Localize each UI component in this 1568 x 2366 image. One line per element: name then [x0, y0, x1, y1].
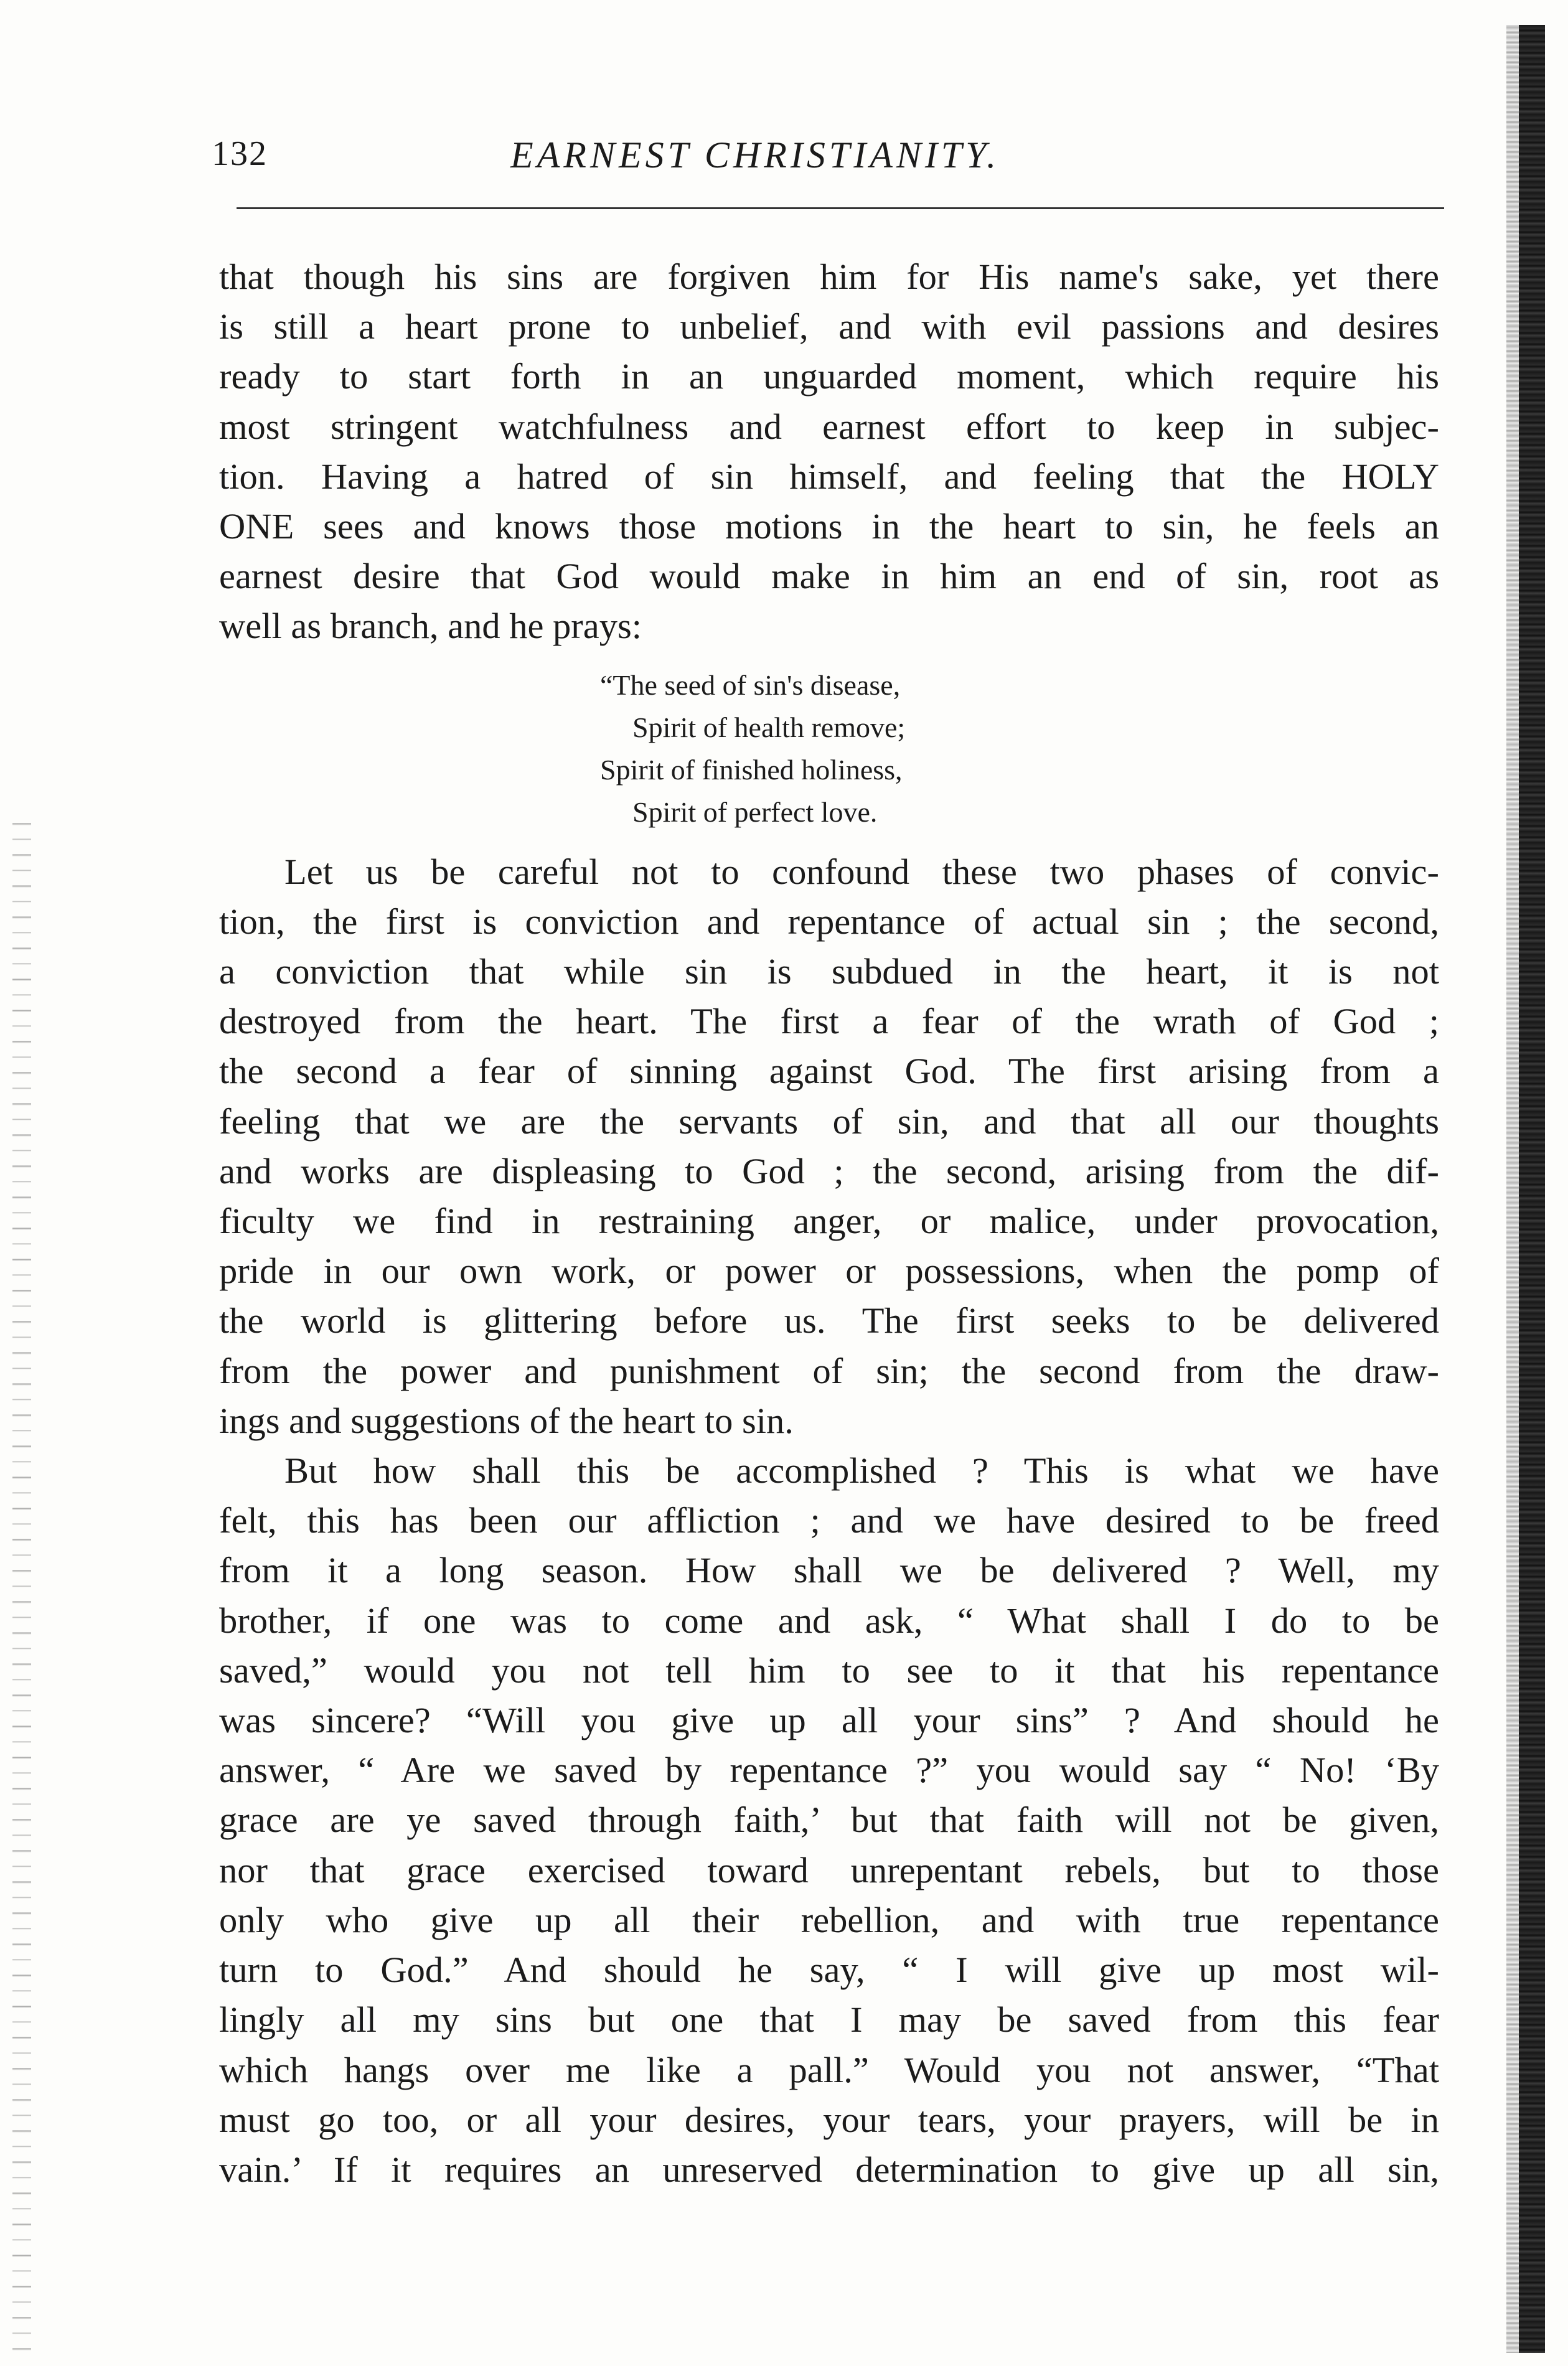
poem-line: “The seed of sin's disease,: [600, 669, 901, 701]
book-spine: [1519, 25, 1545, 2353]
text-line: from it a long season. How shall we be delivered ? Well, my: [219, 1550, 1439, 1591]
text-line: Let us be careful not to confound these two phases of convic-: [284, 851, 1439, 892]
poem-line: Spirit of finished holiness,: [600, 753, 903, 786]
text-line: ONE sees and knows those motions in the heart to sin, he feels an: [219, 506, 1439, 547]
text-line: that though his sins are forgiven him for His name's sake, yet there: [219, 256, 1439, 297]
text-line: answer, “ Are we saved by repentance ?” you would say “ No! ‘By: [219, 1750, 1439, 1791]
text-line: tion. Having a hatred of sin himself, and feeling that the HOLY: [219, 456, 1439, 497]
text-line: But how shall this be accomplished ? This is what we have: [284, 1450, 1439, 1491]
text-line: lingly all my sins but one that I may be saved from this fear: [219, 1999, 1439, 2040]
text-line: earnest desire that God would make in him an end of sin, root as: [219, 556, 1439, 597]
body-text: [219, 252, 1439, 2195]
page-header: [212, 134, 1444, 190]
page-edge-shadow: [1506, 25, 1519, 2353]
text-line: must go too, or all your desires, your tears, your prayers, will be in: [219, 2099, 1439, 2140]
running-title: EARNEST CHRISTIANITY.: [510, 134, 1000, 176]
poem-line: Spirit of health remove;: [632, 711, 906, 743]
poem-line: Spirit of perfect love.: [632, 796, 878, 828]
text-line: a conviction that while sin is subdued in the heart, it is not: [219, 951, 1439, 992]
text-line: only who give up all their rebellion, and with true repentance: [219, 1899, 1439, 1940]
text-line: tion, the first is conviction and repentance of actual sin ; the second,: [219, 901, 1439, 942]
text-line: nor that grace exercised toward unrepentant rebels, but to those: [219, 1849, 1439, 1890]
text-line: the second a fear of sinning against God. The first arising from a: [219, 1051, 1439, 1092]
text-line: ready to start forth in an unguarded moment, which require his: [219, 356, 1439, 397]
text-line: was sincere? “Will you give up all your sins” ? And should he: [219, 1700, 1439, 1741]
paragraph-2: [219, 847, 1439, 1446]
text-line: is still a heart prone to unbelief, and with evil passions and desires: [219, 306, 1439, 347]
paragraph-1: [219, 252, 1439, 652]
text-line: ings and suggestions of the heart to sin.: [219, 1400, 794, 1441]
text-line: brother, if one was to come and ask, “ What shall I do to be: [219, 1600, 1439, 1641]
hymn-quote: [600, 664, 1439, 833]
text-line: feeling that we are the servants of sin, and that all our thoughts: [219, 1101, 1439, 1142]
text-line: from the power and punishment of sin; the second from the draw-: [219, 1350, 1439, 1391]
text-line: the world is glittering before us. The first seeks to be delivered: [219, 1300, 1439, 1341]
header-rule: [237, 207, 1444, 209]
text-line: ficulty we find in restraining anger, or malice, under provocation,: [219, 1201, 1439, 1242]
text-line: grace are ye saved through faith,’ but that faith will not be given,: [219, 1800, 1439, 1841]
scan-margin-noise: [12, 809, 31, 2353]
text-line: and works are displeasing to God ; the second, arising from the dif-: [219, 1150, 1439, 1191]
text-line: most stringent watchfulness and earnest effort to keep in subjec-: [219, 406, 1439, 447]
paragraph-3: [219, 1446, 1439, 2195]
page-number: 132: [212, 134, 268, 173]
text-line: saved,” would you not tell him to see to it that his repentance: [219, 1650, 1439, 1691]
text-line: pride in our own work, or power or possessions, when the pomp of: [219, 1251, 1439, 1292]
text-line: well as branch, and he prays:: [219, 606, 642, 647]
text-line: turn to God.” And should he say, “ I will give up most wil-: [219, 1950, 1439, 1991]
text-line: which hangs over me like a pall.” Would you not answer, “That: [219, 2049, 1439, 2090]
text-line: vain.’ If it requires an unreserved determination to give up all sin,: [219, 2149, 1439, 2190]
text-line: destroyed from the heart. The first a fear of the wrath of God ;: [219, 1001, 1439, 1042]
text-line: felt, this has been our affliction ; and we have desired to be freed: [219, 1500, 1439, 1541]
